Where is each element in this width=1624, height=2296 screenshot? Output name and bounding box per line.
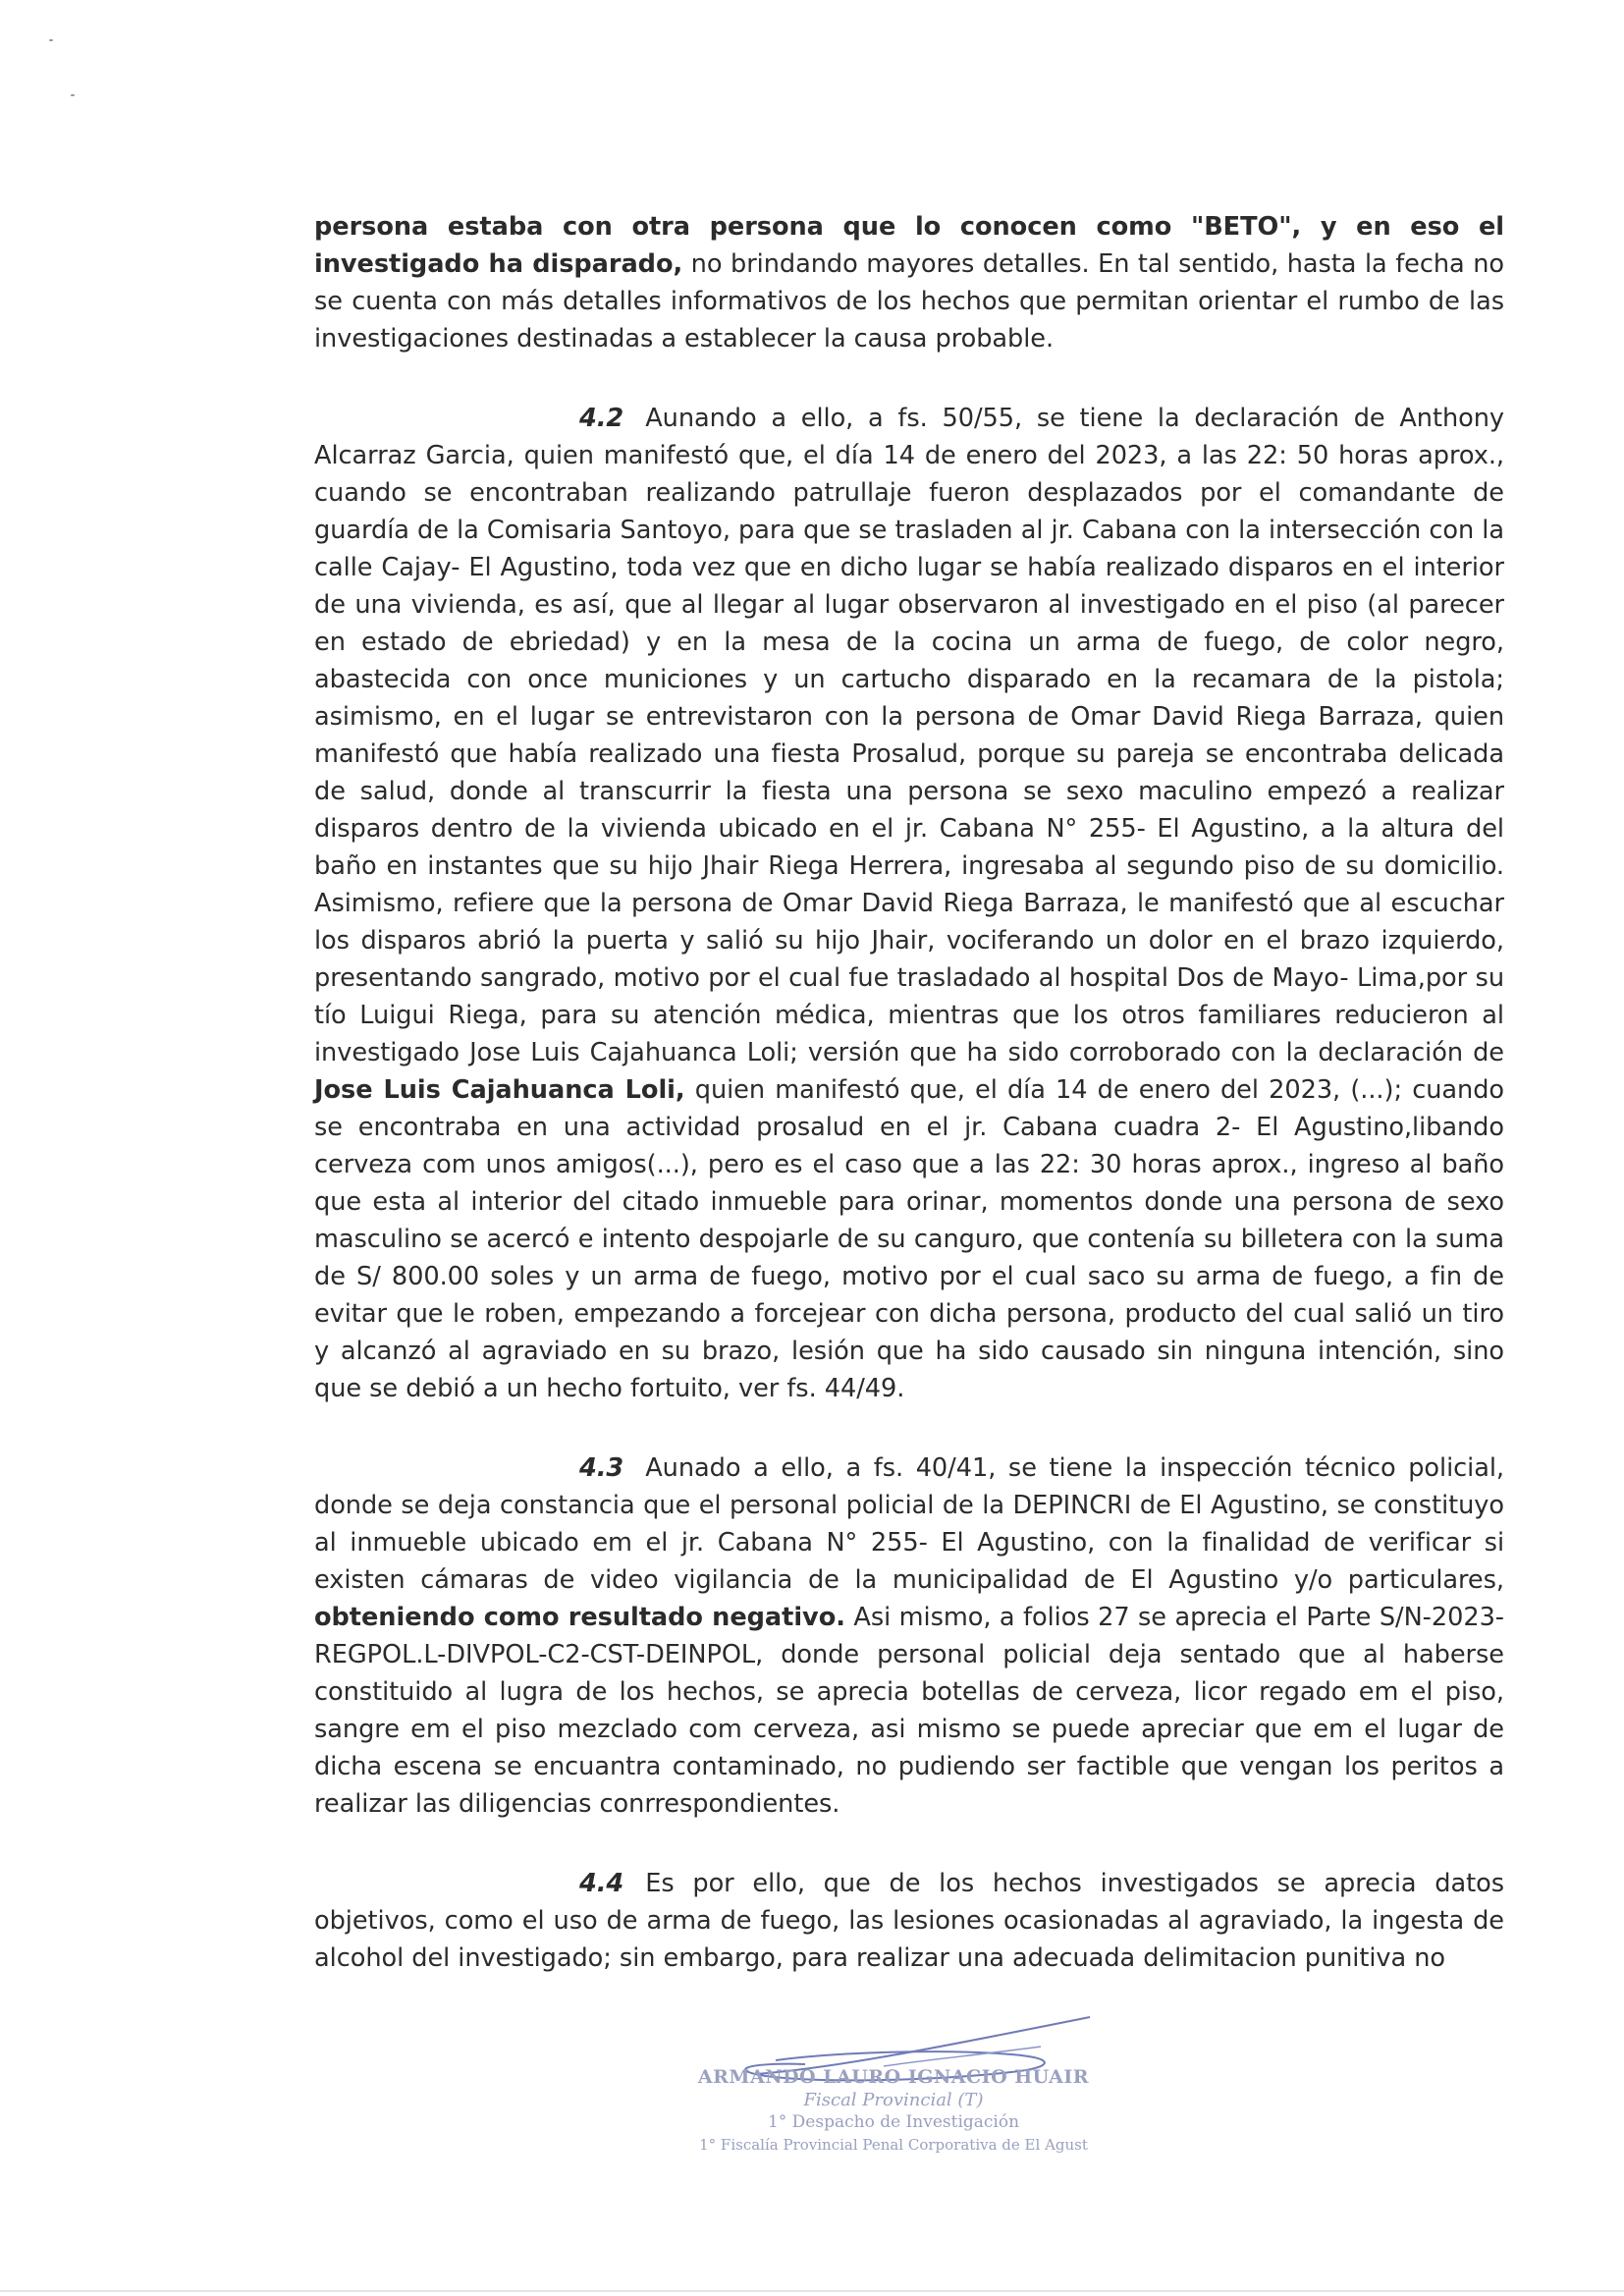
stamp-name: ARMANDO LAURO IGNACIO HUAIR: [697, 2066, 1090, 2088]
document-body: [314, 208, 1504, 2019]
section-number: 4.2: [579, 404, 624, 433]
text-segment: Es por ello, que de los hechos investigados se aprecia datos objetivos, como el uso de arma de fuego, las lesiones ocasionadas al agraviado, la ingesta de alcohol del investigado; sin embargo, para realizar una adecuada delimitacion punitiva no: [314, 1869, 1504, 1973]
bold-segment: Jose Luis Cajahuanca Loli,: [314, 1075, 685, 1105]
page-edge: [0, 2290, 1624, 2292]
section-number: 4.3: [579, 1453, 624, 1483]
scan-speck: [49, 39, 53, 41]
paragraph-continuation: [314, 208, 1504, 357]
text-segment: Aunado a ello, a fs. 40/41, se tiene la inspección técnico policial, donde se deja constancia que el personal policial de la DEPINCRI de El Agustino, se constituyo al inmueble ubicado em el jr. Cabana N° 255- El Agustino, con la finalidad de verificar si existen cámaras de video vigilancia de la municipalidad de El Agustino y/o particulares,: [314, 1453, 1504, 1595]
paragraph-4-2: [314, 400, 1504, 1407]
paragraph-4-3: [314, 1449, 1504, 1823]
bold-segment: obteniendo como resultado negativo.: [314, 1603, 845, 1632]
section-number: 4.4: [579, 1869, 624, 1898]
stamp-title: Fiscal Provincial (T): [803, 2090, 984, 2110]
signature-stroke: [884, 2047, 1041, 2066]
scan-speck: [71, 94, 75, 96]
stamp-office: 1° Despacho de Investigación: [767, 2112, 1020, 2132]
text-segment: quien manifestó que, el día 14 de enero del 2023, (...); cuando se encontraba en una actividad prosalud en el jr. Cabana cuadra 2- El Agustino,libando cerveza com unos amigos(...), pero es el caso que a las 22: 30 horas aprox., ingreso al baño que esta al interior del citado inmueble para orinar, momentos donde una persona de sexo masculino se acercó e intento despojarle de su canguro, que contenía su billetera con la suma de S/ 800.00 soles y un arma de fuego, motivo por el cual saco su arma de fuego, a fin de evitar que le roben, empezando a forcejear con dicha persona, producto del cual salió un tiro y alcanzó al agraviado en su brazo, lesión que ha sido causado sin ninguna intención, sino que se debió a un hecho fortuito, ver fs. 44/49.: [314, 1075, 1504, 1403]
text-segment: no brindando mayores detalles. En tal sentido, hasta la fecha no se cuenta con más detalles informativos de los hechos que permitan orientar el rumbo de las investigaciones destinadas a establecer la causa probable.: [314, 249, 1504, 354]
bold-segment: persona estaba con otra persona que lo conocen como "BETO", y en eso el investigado ha disparado,: [314, 212, 1504, 279]
official-stamp: [687, 2066, 1100, 2157]
paragraph-4-4: [314, 1865, 1504, 1977]
stamp-institution: 1° Fiscalía Provincial Penal Corporativa de El Agust: [699, 2136, 1088, 2154]
text-segment: Asi mismo, a folios 27 se aprecia el Parte S/N-2023-REGPOL.L-DIVPOL-C2-CST-DEINPOL, donde personal policial deja sentado que al haberse constituido al lugra de los hechos, se aprecia botellas de cerveza, licor regado em el piso, sangre em el piso mezclado com cerveza, asi mismo se puede apreciar que em el lugar de dicha escena se encuantra contaminado, no pudiendo ser factible que vengan los peritos a realizar las diligencias conrrespondientes.: [314, 1603, 1504, 1819]
text-segment: Aunando a ello, a fs. 50/55, se tiene la declaración de Anthony Alcarraz Garcia, quien manifestó que, el día 14 de enero del 2023, a las 22: 50 horas aprox., cuando se encontraban realizando patrullaje fueron desplazados por el comandante de guardía de la Comisaria Santoyo, para que se trasladen al jr. Cabana con la intersección con la calle Cajay- El Agustino, toda vez que en dicho lugar se había realizado disparos en el interior de una vivienda, es así, que al llegar al lugar observaron al investigado en el piso (al parecer en estado de ebriedad) y en la mesa de la cocina un arma de fuego, de color negro, abastecida con once municiones y un cartucho disparado en la recamara de la pistola; asimismo, en el lugar se entrevistaron con la persona de Omar David Riega Barraza, quien manifestó que había realizado una fiesta Prosalud, porque su pareja se encontraba delicada de salud, donde al transcurrir la fiesta una persona se sexo maculino empezó a realizar disparos dentro de la vivienda ubicado en el jr. Cabana N° 255- El Agustino, a la altura del baño en instantes que su hijo Jhair Riega Herrera, ingresaba al segundo piso de su domicilio. Asimismo, refiere que la persona de Omar David Riega Barraza, le manifestó que al escuchar los disparos abrió la puerta y salió su hijo Jhair, vociferando un dolor en el brazo izquierdo, presentando sangrado, motivo por el cual fue trasladado al hospital Dos de Mayo- Lima,por su tío Luigui Riega, para su atención médica, mientras que los otros familiares reducieron al investigado Jose Luis Cajahuanca Loli; versión que ha sido corroborado con la declaración de: [314, 404, 1504, 1067]
